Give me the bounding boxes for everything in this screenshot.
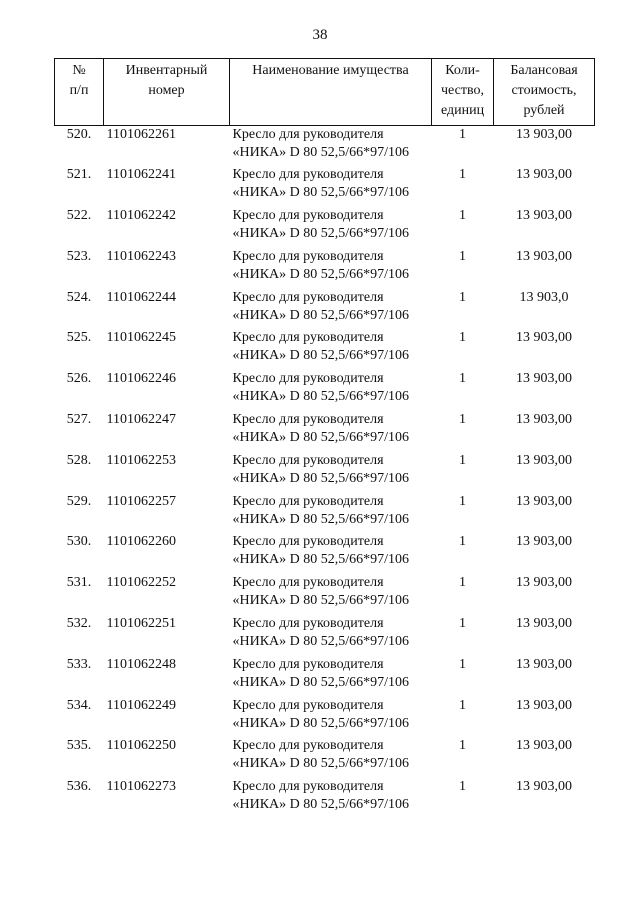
header-inventory-number: Инвентарный номер (104, 59, 230, 126)
property-name (230, 166, 432, 207)
balance-cost: 13 903,00 (516, 452, 572, 468)
row-number: 524. (66, 289, 92, 305)
property-name-line-2: «НИКА» D 80 52,5/66*97/106 (232, 348, 410, 364)
table-row (55, 656, 595, 697)
property-name (230, 493, 432, 534)
row-number: 533. (66, 656, 92, 672)
property-name-line-2: «НИКА» D 80 52,5/66*97/106 (232, 307, 410, 323)
property-name-line-1: Кресло для руководителя (232, 289, 384, 305)
header-num: № п/п (55, 59, 104, 126)
table-row (55, 697, 595, 738)
inventory-number: 1101062250 (106, 738, 176, 754)
table-row (55, 452, 595, 493)
inventory-number: 1101062260 (106, 534, 176, 550)
quantity: 1 (459, 208, 466, 224)
property-name-line-1: Кресло для руководителя (232, 412, 384, 428)
inventory-number: 1101062246 (106, 371, 176, 387)
property-name (230, 411, 432, 452)
property-name-line-1: Кресло для руководителя (232, 493, 384, 509)
inventory-number: 1101062249 (106, 697, 176, 713)
property-name-line-2: «НИКА» D 80 52,5/66*97/106 (232, 511, 410, 527)
quantity: 1 (459, 167, 466, 183)
property-name (230, 737, 432, 778)
row-number: 535. (66, 738, 92, 754)
balance-cost: 13 903,00 (516, 616, 572, 632)
property-name-line-2: «НИКА» D 80 52,5/66*97/106 (232, 593, 410, 609)
inventory-number: 1101062257 (106, 493, 176, 509)
row-number: 520. (66, 127, 92, 142)
property-name-line-1: Кресло для руководителя (232, 248, 384, 264)
quantity: 1 (459, 127, 466, 142)
property-name (230, 207, 432, 248)
property-name-line-2: «НИКА» D 80 52,5/66*97/106 (232, 389, 410, 405)
quantity: 1 (459, 697, 466, 713)
row-number: 523. (66, 248, 92, 264)
property-name-line-1: Кресло для руководителя (232, 656, 384, 672)
property-name-line-2: «НИКА» D 80 52,5/66*97/106 (232, 470, 410, 486)
quantity: 1 (459, 575, 466, 591)
property-name-line-2: «НИКА» D 80 52,5/66*97/106 (232, 634, 410, 650)
table-row (55, 411, 595, 452)
header-balance-cost: Балансовая стоимость, рублей (494, 59, 595, 126)
page-number: 38 (312, 27, 328, 43)
row-number: 526. (66, 371, 92, 387)
table-row (55, 289, 595, 330)
balance-cost: 13 903,00 (516, 371, 572, 387)
property-name-line-2: «НИКА» D 80 52,5/66*97/106 (232, 430, 410, 446)
table-row (55, 778, 595, 819)
quantity: 1 (459, 289, 466, 305)
balance-cost: 13 903,00 (516, 248, 572, 264)
property-name (230, 248, 432, 289)
property-name-line-1: Кресло для руководителя (232, 167, 384, 183)
property-name (230, 452, 432, 493)
table-row (55, 329, 595, 370)
property-name-line-1: Кресло для руководителя (232, 127, 384, 142)
property-name (230, 370, 432, 411)
row-number: 521. (66, 167, 92, 183)
quantity: 1 (459, 412, 466, 428)
table-row (55, 533, 595, 574)
table-row (55, 126, 595, 167)
property-name-line-2: «НИКА» D 80 52,5/66*97/106 (232, 185, 410, 201)
row-number: 530. (66, 534, 92, 550)
property-name-line-2: «НИКА» D 80 52,5/66*97/106 (232, 266, 410, 282)
quantity: 1 (459, 779, 466, 795)
property-name (230, 697, 432, 738)
property-name-line-2: «НИКА» D 80 52,5/66*97/106 (232, 797, 410, 813)
balance-cost: 13 903,00 (516, 738, 572, 754)
inventory-number: 1101062261 (106, 127, 176, 142)
property-name (230, 656, 432, 697)
quantity: 1 (459, 248, 466, 264)
balance-cost: 13 903,00 (516, 697, 572, 713)
row-number: 525. (66, 330, 92, 346)
property-name (230, 533, 432, 574)
property-name-line-1: Кресло для руководителя (232, 575, 384, 591)
inventory-number: 1101062253 (106, 452, 176, 468)
property-name (230, 329, 432, 370)
table-header (55, 59, 595, 126)
inventory-number: 1101062243 (106, 248, 176, 264)
balance-cost: 13 903,00 (516, 493, 572, 509)
row-number: 527. (66, 412, 92, 428)
property-name-line-1: Кресло для руководителя (232, 330, 384, 346)
row-number: 531. (66, 575, 92, 591)
inventory-number: 1101062242 (106, 208, 176, 224)
property-name-line-1: Кресло для руководителя (232, 616, 384, 632)
quantity: 1 (459, 371, 466, 387)
table-row (55, 493, 595, 534)
property-name-line-2: «НИКА» D 80 52,5/66*97/106 (232, 715, 410, 731)
table-row (55, 615, 595, 656)
property-name-line-1: Кресло для руководителя (232, 208, 384, 224)
property-name-line-1: Кресло для руководителя (232, 779, 384, 795)
inventory-number: 1101062245 (106, 330, 176, 346)
balance-cost: 13 903,00 (516, 330, 572, 346)
header-quantity: Коли- чество, единиц (432, 59, 494, 126)
balance-cost: 13 903,00 (516, 779, 572, 795)
table-body (55, 126, 595, 820)
row-number: 528. (66, 452, 92, 468)
property-name-line-2: «НИКА» D 80 52,5/66*97/106 (232, 756, 410, 772)
balance-cost: 13 903,00 (516, 412, 572, 428)
property-name-line-1: Кресло для руководителя (232, 452, 384, 468)
quantity: 1 (459, 738, 466, 754)
property-name-line-2: «НИКА» D 80 52,5/66*97/106 (232, 226, 410, 242)
property-name-line-1: Кресло для руководителя (232, 371, 384, 387)
balance-cost: 13 903,00 (516, 167, 572, 183)
quantity: 1 (459, 452, 466, 468)
balance-cost: 13 903,00 (516, 656, 572, 672)
quantity: 1 (459, 330, 466, 346)
row-number: 534. (66, 697, 92, 713)
table-row (55, 248, 595, 289)
property-name-line-2: «НИКА» D 80 52,5/66*97/106 (232, 674, 410, 690)
property-name (230, 574, 432, 615)
property-name-line-2: «НИКА» D 80 52,5/66*97/106 (232, 145, 410, 160)
balance-cost: 13 903,00 (516, 208, 572, 224)
property-name (230, 289, 432, 330)
header-property-name: Наименование имущества (230, 59, 432, 126)
quantity: 1 (459, 534, 466, 550)
inventory-number: 1101062247 (106, 412, 176, 428)
inventory-number: 1101062241 (106, 167, 176, 183)
property-name (230, 615, 432, 656)
property-name-line-1: Кресло для руководителя (232, 697, 384, 713)
inventory-number: 1101062248 (106, 656, 176, 672)
table-row (55, 166, 595, 207)
table-row (55, 370, 595, 411)
quantity: 1 (459, 493, 466, 509)
balance-cost: 13 903,00 (516, 575, 572, 591)
property-name-line-1: Кресло для руководителя (232, 738, 384, 754)
balance-cost: 13 903,00 (516, 127, 572, 142)
row-number: 522. (66, 208, 92, 224)
table-row (55, 737, 595, 778)
property-name-line-1: Кресло для руководителя (232, 534, 384, 550)
inventory-table (54, 58, 595, 819)
inventory-number: 1101062244 (106, 289, 176, 305)
table-row (55, 207, 595, 248)
table-row (55, 574, 595, 615)
inventory-number: 1101062251 (106, 616, 176, 632)
inventory-number: 1101062273 (106, 779, 176, 795)
row-number: 532. (66, 616, 92, 632)
inventory-number: 1101062252 (106, 575, 176, 591)
balance-cost: 13 903,00 (516, 534, 572, 550)
property-name-line-2: «НИКА» D 80 52,5/66*97/106 (232, 552, 410, 568)
row-number: 536. (66, 779, 92, 795)
property-name (230, 778, 432, 819)
quantity: 1 (459, 656, 466, 672)
property-name (230, 126, 432, 167)
quantity: 1 (459, 616, 466, 632)
row-number: 529. (66, 493, 92, 509)
balance-cost: 13 903,0 (519, 289, 569, 305)
